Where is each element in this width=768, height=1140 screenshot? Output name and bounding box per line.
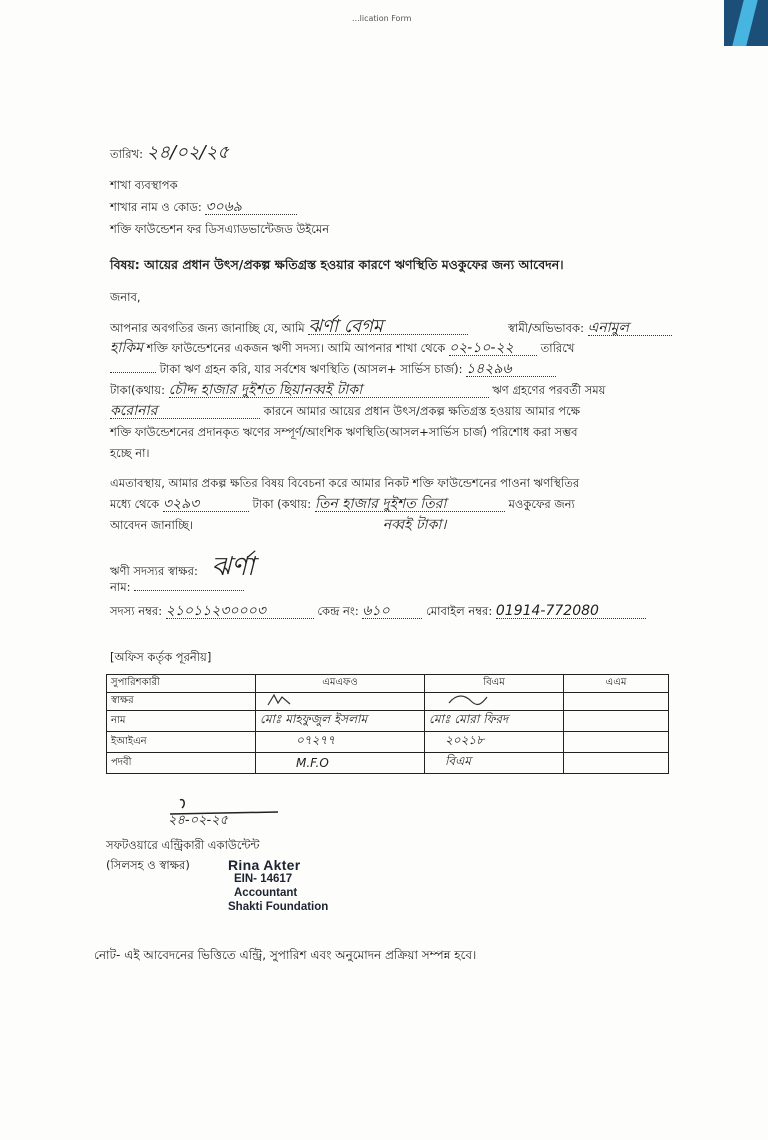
para1-line6: শক্তি ফাউন্ডেশনের প্রদানকৃত ঋণের সম্পূর্ণ/আংশিক ঋণস্থিতি(আসল+সার্ভিস চার্জ) পরিশোধ করা সম্ভব: [110, 425, 578, 439]
am-designation: [564, 753, 669, 774]
office-heading: [অফিস কর্তৃক পূরনীয়]: [110, 650, 212, 664]
mobile-value: 01914-772080: [496, 604, 646, 619]
date-label: তারিখ:: [110, 147, 144, 161]
para1-line5: [110, 404, 580, 419]
branch-value: ৩০৬৯: [205, 200, 297, 215]
bm-ein: ২০২১৮: [425, 732, 564, 753]
accountant-label: সফটওয়ারে এন্ট্রিকারী একাউন্টেন্ট: [106, 838, 260, 852]
stamp-ein: EIN- 14617: [234, 873, 293, 885]
para1-line3: [110, 362, 556, 377]
am-signature-cell: [564, 693, 669, 711]
recipient-title: শাখা ব্যবস্থাপক: [110, 178, 178, 192]
bm-name: মোঃ মোরা ফিরদ: [425, 711, 564, 732]
para1-text-d: ঋণ গ্রহণের পরবর্তী সময়: [492, 383, 606, 397]
para2-text-c: মওকুফের জন্য: [508, 497, 575, 511]
para2-text-d: আবেদন জানাচ্ছি।: [110, 518, 194, 532]
accountant-stamp: [228, 858, 328, 914]
para2-text-a: মধ্যে থেকে: [110, 497, 160, 511]
words-label: টাকা(কথায়:: [110, 383, 165, 397]
name-blank: [134, 590, 244, 591]
mfo-ein: ০৭২৭৭: [256, 732, 425, 753]
table-row: [107, 732, 669, 753]
org-line: শক্তি ফাউন্ডেশন ফর ডিসএ্যাডভান্টেজড উইমেন: [110, 222, 330, 236]
row-label: পদবী: [107, 753, 256, 774]
waive-amount-value: ৩২৯৩: [163, 497, 249, 512]
row-label: নাম: [107, 711, 256, 732]
para1-text-e: কারনে আমার আয়ের প্রধান উৎস/প্রকল্প ক্ষতিগ্রস্ত হওয়ায় আমার পক্ষে: [263, 404, 581, 418]
waive-words-value: তিন হাজার দুইশত তিরা: [315, 497, 505, 512]
member-no-label: সদস্য নম্বর:: [110, 604, 163, 618]
mfo-name: মোঃ মাহফুজুল ইসলাম: [256, 711, 425, 732]
para1-line2: [110, 341, 574, 356]
member-signature-line: [110, 552, 255, 582]
bm-signature-cell: [425, 693, 564, 711]
branch-label: শাখার নাম ও কোড:: [110, 200, 202, 214]
member-no-value: ২১০১১২৩০০০৩: [166, 604, 314, 619]
table-header: এএম: [564, 675, 669, 693]
date-suffix: তারিখে: [540, 341, 575, 355]
am-name: [564, 711, 669, 732]
balance-value: ১৪২৯৬: [466, 362, 556, 377]
stamp-title: Accountant: [234, 887, 298, 899]
row-label: ইআইএন: [107, 732, 256, 753]
salutation: জনাব,: [110, 290, 141, 304]
member-signature-label: ঋণী সদস্যর স্বাক্ষর:: [110, 564, 198, 578]
para2-text-b: টাকা (কথায়:: [252, 497, 312, 511]
table-header: সুপারিশকারী: [107, 675, 256, 693]
para1-line4: [110, 383, 605, 398]
guardian-value-2: হাকিম: [110, 340, 143, 356]
bm-signature: [429, 693, 489, 707]
stamp-org: Shakti Foundation: [228, 901, 329, 913]
para1-text-b: শক্তি ফাউন্ডেশনের একজন ঋণী সদস্য। আমি আপনার শাখা থেকে: [146, 341, 446, 355]
footer-note: নোট- এই আবেদনের ভিত্তিতে এন্ট্রি, সুপারিশ এবং অনুমোদন প্রক্রিয়া সম্পন্ন হবে।: [94, 948, 477, 962]
reason-value: করোনার: [110, 404, 260, 419]
table-row: [107, 753, 669, 774]
para1-text-c: টাকা ঋণ গ্রহন করি, যার সর্বশেষ ঋণস্থিতি (আসল+ সার্ভিস চার্জ):: [159, 362, 463, 376]
table-row: [107, 693, 669, 711]
mobile-label: মোবাইল নম্বর:: [426, 604, 493, 618]
mfo-designation: M.F.O: [256, 753, 425, 774]
branch-line: [110, 200, 297, 215]
center-label: কেন্দ্র নং:: [317, 604, 359, 618]
para1-text-a: আপনার অবগতির জন্য জানাচ্ছি যে, আমি: [110, 321, 305, 335]
stamp-name: Rina Akter: [228, 857, 301, 873]
guardian-value: এনামুল: [588, 321, 672, 336]
am-ein: [564, 732, 669, 753]
balance-words-value: চৌদ্দ হাজার দুইশত ছিয়ানব্বই টাকা: [169, 383, 489, 398]
subject-line: বিষয়: আয়ের প্রধান উৎস/প্রকল্প ক্ষতিগ্রস্ত হওয়ার কারণে ঋণস্থিতি মওকুফের জন্য আবেদন।: [110, 257, 564, 272]
member-signature: ঝর্ণা: [211, 552, 255, 582]
member-name-value: ঝর্ণা বেগম: [308, 320, 468, 335]
date-line: [110, 142, 229, 163]
mfo-signature: [260, 693, 300, 707]
member-name-line: [110, 580, 244, 594]
para2-line1: এমতাবস্থায়, আমার প্রকল্প ক্ষতির বিষয় বিবেচনা করে আমার নিকট শক্তি ফাউন্ডেশনের পাওনা ঋণস্থিতির: [110, 476, 580, 490]
loan-date-value: ০২-১০-২২: [449, 341, 537, 356]
date-value: ২৪/০২/২৫: [146, 142, 229, 163]
bm-designation: বিএম: [425, 753, 564, 774]
waive-words-value-2: নব্বই টাকা।: [382, 517, 447, 533]
mfo-signature-cell: [256, 693, 425, 711]
guardian-label: স্বামী/অভিভাবক:: [508, 321, 584, 335]
header-fragment: ...lication Form: [352, 14, 412, 23]
table-header: বিএম: [425, 675, 564, 693]
para2-line2: [110, 497, 575, 512]
para1-line7: হচ্ছে না।: [110, 446, 150, 460]
center-value: ৬১০: [362, 604, 422, 619]
row-label: স্বাক্ষর: [107, 693, 256, 711]
table-row: [107, 711, 669, 732]
accountant-sub: (সিলসহ ও স্বাক্ষর): [106, 858, 190, 872]
para1-line1: [110, 316, 672, 337]
name-label: নাম:: [110, 580, 131, 594]
member-info-line: [110, 604, 646, 619]
table-header: এমএফও: [256, 675, 425, 693]
recommendation-table: [106, 674, 669, 774]
para2-line3: [110, 518, 446, 532]
loan-amount-blank: [110, 372, 156, 373]
accountant-sig-date: ২৪-০২-২৫: [168, 813, 229, 828]
table-header-row: [107, 675, 669, 693]
